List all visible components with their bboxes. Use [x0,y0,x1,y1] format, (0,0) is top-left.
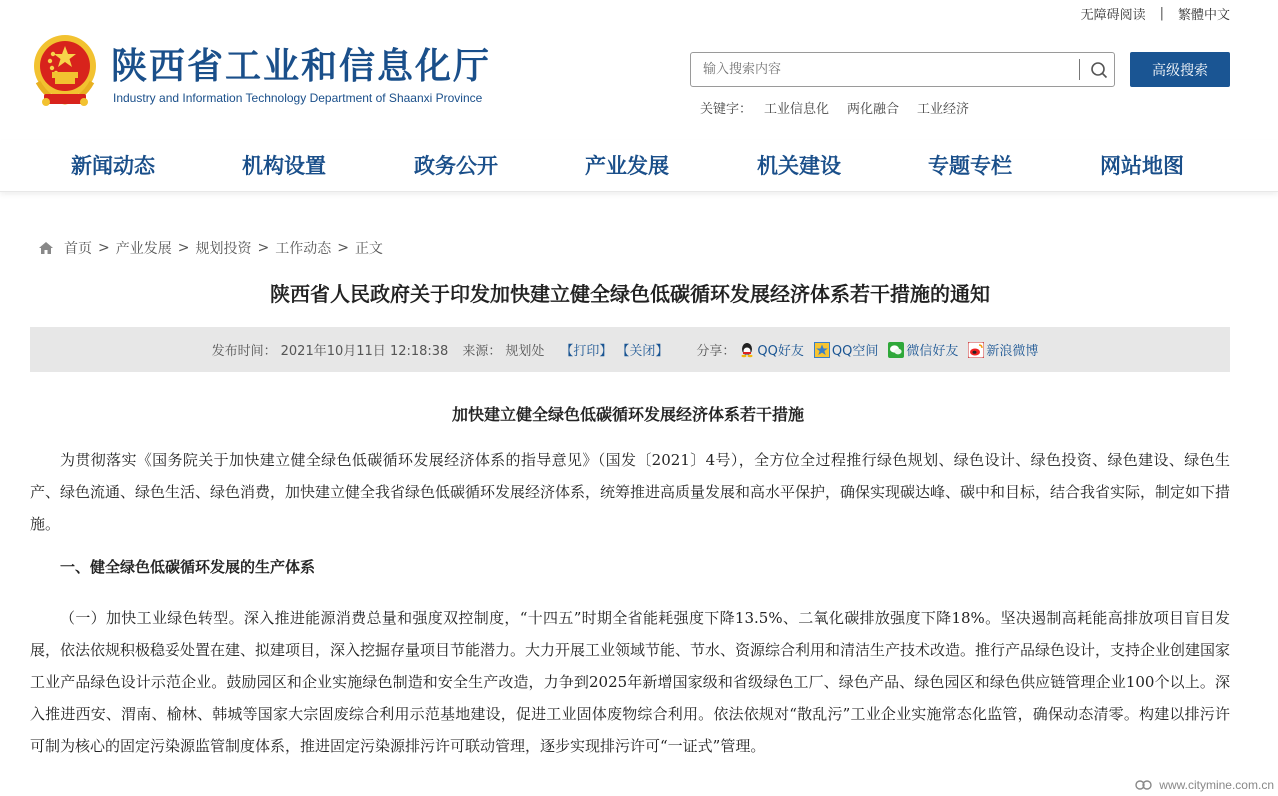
nav-item-government-affairs[interactable]: 政务公开 [414,154,498,178]
watermark [1135,778,1274,792]
nav-item-party-building[interactable]: 机关建设 [757,154,841,178]
nav-item-special-topics[interactable]: 专题专栏 [928,154,1012,178]
advanced-search-button[interactable]: 高级搜索 [1130,52,1230,87]
share-wechat-label: 微信好友 [906,344,959,359]
share-label: 分享： [696,344,736,359]
watermark-text: www.citymine.com.cn [1159,778,1274,792]
breadcrumb-separator: > [177,240,190,256]
home-icon[interactable] [38,241,54,255]
article-meta-bar [30,327,1230,372]
share-weibo-label: 新浪微博 [986,344,1039,359]
keyword-link[interactable]: 工业经济 [917,102,970,117]
breadcrumb-item[interactable]: 产业发展 [115,241,172,257]
utility-links [1081,4,1230,23]
share-qq-friend[interactable] [739,340,803,359]
wechat-icon [888,342,904,358]
share-qzone-label: QQ空间 [831,344,879,359]
accessibility-link[interactable]: 无障碍阅读 [1080,8,1146,23]
share-weibo[interactable] [968,340,1038,359]
weibo-icon [968,342,984,358]
breadcrumb-item[interactable]: 规划投资 [195,241,252,257]
breadcrumb [38,238,383,258]
nav-item-industry[interactable]: 产业发展 [585,154,669,178]
breadcrumb-separator: > [337,240,349,256]
breadcrumb-separator: > [257,240,270,256]
keyword-link[interactable]: 工业信息化 [764,102,830,117]
nav-item-organization[interactable]: 机构设置 [242,154,326,178]
source-label: 来源： [462,344,502,359]
publish-time-label: 发布时间： [211,344,277,359]
source-value: 规划处 [505,344,545,359]
search-button[interactable] [1083,53,1115,86]
share-qq-friend-label: QQ好友 [757,344,804,359]
keyword-label: 关键字： [700,102,753,117]
nav-item-sitemap[interactable]: 网站地图 [1100,154,1184,178]
breadcrumb-item[interactable]: 首页 [64,241,92,257]
share-qzone[interactable] [814,340,878,359]
print-link[interactable]: 【打印】 [560,344,613,359]
article-title: 陕西省人民政府关于印发加快建立健全绿色低碳循环发展经济体系若干措施的通知 [270,282,990,306]
article-paragraph: （一）加快工业绿色转型。深入推进能源消费总量和强度双控制度，“十四五”时期全省能耗强度下降13.5%、二氧化碳排放强度下降18%。坚决遏制高耗能高排放项目盲目发展，依法依规积极稳妥处置在建、拟建项目，深入挖掘存量项目节能潜力。大力开展工业领域节能、节水、资源综合利用和清洁生产技术改造。推行产品绿色设计，支持企业创建国家工业产品绿色设计示范企业。鼓励园区和企业实施绿色制造和安全生产改造，力争到2025年新增国家级和省级绿色工厂、绿色产品、绿色园区和绿色供应链管理企业100个以上。深入推进西安、渭南、榆林、韩城等国家大宗固废综合利用示范基地建设，促进工业固体废物综合利用。依法依规对“散乱污”工业企业实施常态化监管，确保动态清零。构建以排污许可制为核心的固定污染源监管制度体系，推进固定污染源排污许可联动管理，逐步实现排污许可“一证式”管理。 [30,609,1231,755]
publish-time: 2021年10月11日 12:18:38 [280,344,449,359]
breadcrumb-item[interactable]: 工作动态 [275,241,332,257]
national-emblem-icon[interactable] [28,32,102,108]
article-subtitle: 加快建立健全绿色低碳循环发展经济体系若干措施 [451,405,804,424]
search-icon [1090,61,1108,79]
utility-separator: | [1159,6,1164,21]
main-nav [0,140,1278,192]
keyword-list [700,98,969,117]
article-paragraph: 为贯彻落实《国务院关于加快建立健全绿色低碳循环发展经济体系的指导意见》（国发〔2021〕4号），全方位全过程推行绿色规划、绿色设计、绿色投资、绿色建设、绿色生产、绿色流通、绿色生活、绿色消费，加快建立健全我省绿色低碳循环发展经济体系，统筹推进高质量发展和高水平保护，确保实现碳达峰、碳中和目标，结合我省实际，制定如下措施。 [30,451,1231,533]
close-link[interactable]: 【关闭】 [616,344,669,359]
search-divider [1079,59,1080,80]
keyword-link[interactable]: 两化融合 [847,102,900,117]
qq-icon [739,342,755,358]
breadcrumb-current: 正文 [354,241,383,257]
section-heading: 一、健全绿色低碳循环发展的生产体系 [60,558,316,576]
qzone-icon [814,342,830,358]
search-box [690,52,1115,87]
search-input[interactable] [691,53,1076,86]
traditional-chinese-link[interactable]: 繁體中文 [1177,8,1230,23]
site-title: 陕西省工业和信息化厅 [111,46,492,87]
site-subtitle: Industry and Information Technology Department of Shaanxi Province [113,91,483,105]
share-wechat[interactable] [888,340,958,359]
nav-item-news[interactable]: 新闻动态 [71,154,155,178]
breadcrumb-separator: > [98,240,110,256]
citymine-logo-icon [1135,778,1153,792]
